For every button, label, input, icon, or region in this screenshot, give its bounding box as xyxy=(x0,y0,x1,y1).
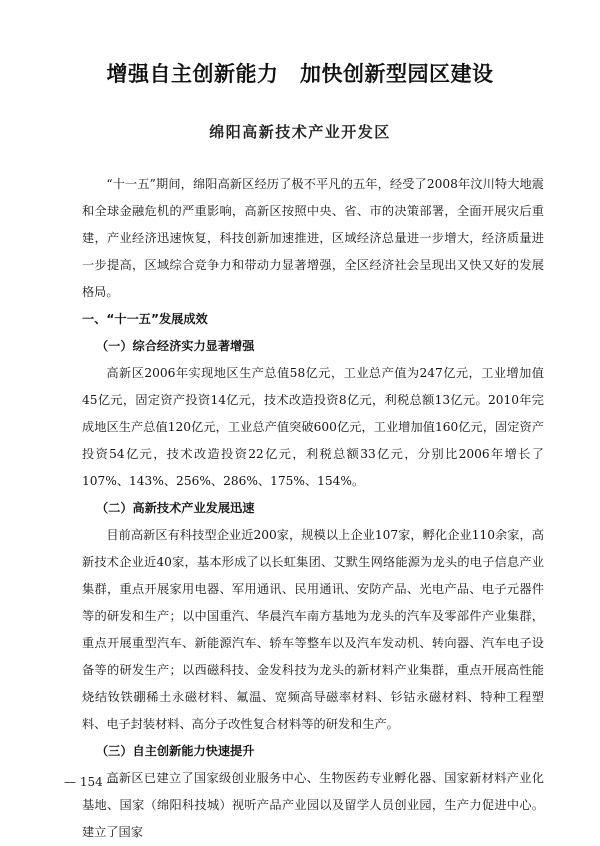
page-number: — 154 — xyxy=(64,775,119,789)
document-author: 绵阳高新技术产业开发区 xyxy=(209,123,391,141)
intro-paragraph: “十一五”期间，绵阳高新区经历了极不平凡的五年，经受了2008年汶川特大地震和全球金融危机的严重影响，高新区按照中央、省、市的决策部署，全面开展灾后重建，产业经济迅速恢复，科技创新加速推进，区域经济总量进一步增大，经济质量进一步提高，区域综合竞争力和带动力显著增强，全区经济社会呈现出又快又好的发展格局。 xyxy=(82,177,544,299)
innovation-paragraph: 高新区已建立了国家级创业服务中心、生物医药专业孵化器、国家新材料产业化基地、国家（绵阳科技城）视听产品产业园以及留学人员创业园，生产力促进中心。建立了国家 xyxy=(82,771,544,839)
hightech-industry-paragraph: 目前高新区有科技型企业近200家，规模以上企业107家，孵化企业110余家，高新技术企业近40家，基本形成了以长虹集团、艾默生网络能源为龙头的电子信息产业集群，重点开展家用电器、军用通讯、民用通讯、安防产品、光电产品、电子元器件等的研发和生产；以中国重汽、华晨汽车南方基地为龙头的汽车及零部件产业集群，重点开展重型汽车、新能源汽车、轿车等整车以及汽车发动机、转向器、汽车电子设备等的研发生产；以西磁科技、金发科技为龙头的新材料产业集群，重点开展高性能烧结钕铁硼稀土永磁材料、氟温、宽频高导磁率材料、钐钴永磁材料、特种工程塑料、电子封装材料、高分子改性复合材料等的研发和生产。 xyxy=(82,528,544,731)
document-body xyxy=(82,171,544,846)
subsection-heading-1: （一）综合经济实力显著增强 xyxy=(96,339,255,353)
subsection-heading-3: （三）自主创新能力快速提升 xyxy=(96,744,255,758)
document-title: 增强自主创新能力 加快创新型园区建设 xyxy=(106,62,494,86)
economic-strength-paragraph: 高新区2006年实现地区生产总值58亿元，工业总产值为247亿元，工业增加值45亿元，固定资产投资14亿元，技术改造投资8亿元，利税总额13亿元。2010年完成地区生产总值120亿元，工业总产值突破600亿元，工业增加值160亿元，固定资产投资54亿元，技术改造投资22亿元，利税总额33亿元，分别比2006年增长了107%、143%、256%、286%、175%、154%。 xyxy=(82,366,544,488)
subsection-heading-2: （二）高新技术产业发展迅速 xyxy=(96,501,255,515)
section-heading: 一、“十一五”发展成效 xyxy=(82,312,208,326)
